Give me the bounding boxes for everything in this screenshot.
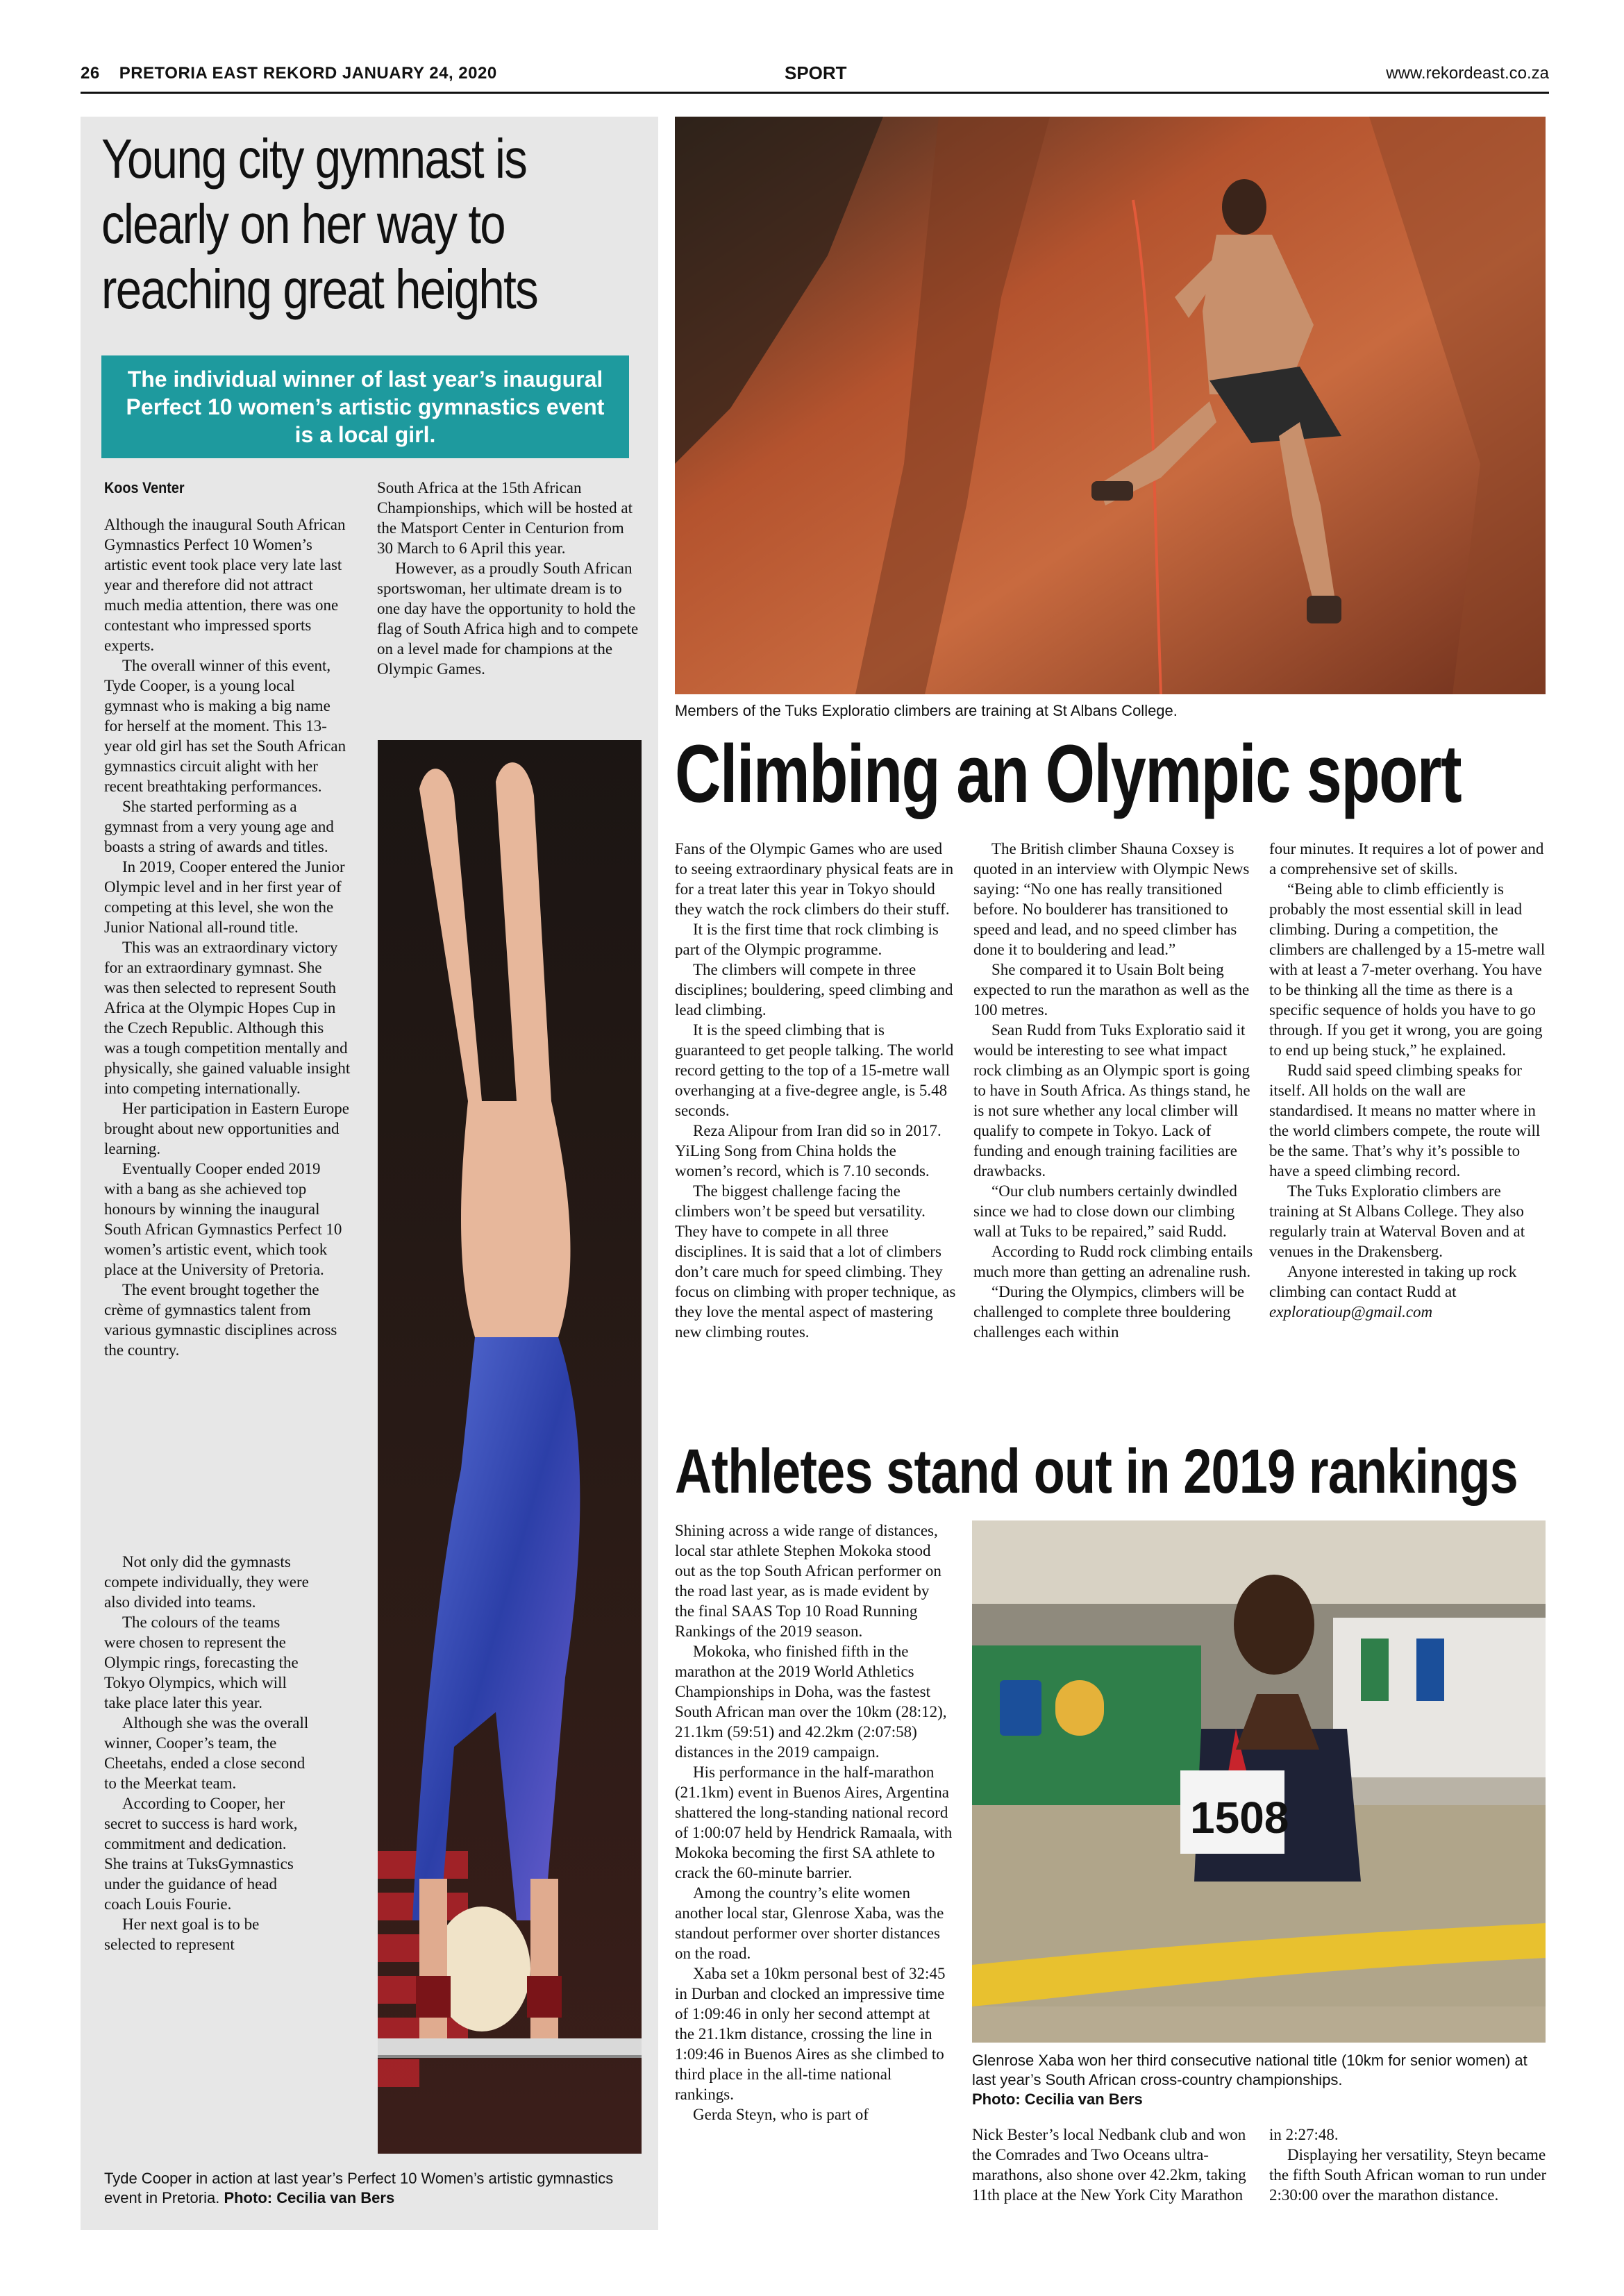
byline: Koos Venter [104, 479, 185, 496]
publication-name: PRETORIA EAST REKORD JANUARY 24, 2020 [119, 64, 497, 83]
paragraph: It is the speed climbing that is guaranteed to get people talking. The world record getting to the top of a 15-metre wall overhanging at a five-degree angle, is 5.48 seconds. [675, 1021, 954, 1119]
paragraph: Anyone interested in taking up rock climbing can contact Rudd at [1269, 1263, 1517, 1300]
climbing-headline: Climbing an Olympic sport [675, 728, 1462, 820]
runner-photo-caption [972, 2051, 1541, 2109]
paragraph: The British climber Shauna Coxsey is quoted in an interview with Olympic News saying: “No one has really transitioned before. No boulderer has transitioned to speed and lead, and no speed climber has done it to bouldering and lead.” [973, 840, 1250, 958]
athletes-column-3 [1269, 2125, 1547, 2205]
paragraph: The biggest challenge facing the climbers won’t be speed but versatility. They have to compete in all three disciplines. It is said that a lot of climbers don’t care much for speed climbing. They focus on climbing with proper technique, as they love the mental aspect of mastering new climbing routes. [675, 1182, 956, 1341]
paragraph: She started performing as a gymnast from a very young age and boasts a string of awards and titles. [104, 798, 334, 855]
climbing-column-2 [973, 839, 1255, 1342]
runner-photo [972, 1520, 1546, 2043]
gymnast-column-2 [377, 478, 641, 679]
photo-credit: Photo: Cecilia van Bers [972, 2090, 1143, 2108]
paragraph: The climbers will compete in three disciplines; bouldering, speed climbing and lead climbing. [675, 961, 953, 1019]
paragraph: His performance in the half-marathon (21.1km) event in Buenos Aires, Argentina shattered the long-standing national record of 1:00:07 held by Hendrick Ramaala, with Mokoka becoming the first SA athlete to crack the 60-minute barrier. [675, 1763, 953, 1882]
gymnast-headline: Young city gymnast is clearly on her way to reaching great heights [101, 128, 538, 320]
paragraph: Mokoka, who finished fifth in the marathon at the 2019 World Athletics Championships in Doha, was the fastest South African man over the 10km (28:12), 21.1km (59:51) and 42.2km (2:07:58) distances in the 2019 campaign. [675, 1643, 947, 1761]
gymnast-column-1-continued [104, 1552, 310, 1954]
paragraph: South Africa at the 15th African Championships, which will be hosted at the Matsport Center in Centurion from 30 March to 6 April this year. [377, 479, 633, 557]
website-link[interactable]: www.rekordeast.co.za [1386, 64, 1549, 83]
paragraph: It is the first time that rock climbing is part of the Olympic programme. [675, 921, 939, 958]
paragraph: The colours of the teams were chosen to represent the Olympic rings, forecasting the Tokyo Olympics, which will take place later this year. [104, 1614, 299, 1711]
paragraph: According to Cooper, her secret to success is hard work, commitment and dedication. She trains at TuksGymnastics under the guidance of head coach Louis Fourie. [104, 1795, 298, 1913]
paragraph: Although she was the overall winner, Cooper’s team, the Cheetahs, ended a close second to the Meerkat team. [104, 1714, 309, 1792]
paragraph: Nick Bester’s local Nedbank club and won the Comrades and Two Oceans ultra-marathons, also shone over 42.2km, taking 11th place at the New York City Marathon [972, 2126, 1246, 2204]
paragraph: The overall winner of this event, Tyde Cooper, is a young local gymnast who is making a big name for herself at the moment. This 13-year old girl has set the South African gymnastics circuit alight with her recent breathtaking performances. [104, 657, 346, 795]
paragraph: “During the Olympics, climbers will be challenged to complete three bouldering challenges each within [973, 1283, 1245, 1341]
climbing-column-3 [1269, 839, 1550, 1322]
paragraph: Her participation in Eastern Europe brought about new opportunities and learning. [104, 1100, 349, 1157]
athletes-column-1 [675, 1520, 953, 2125]
race-bib-number: 1508 [1190, 1793, 1289, 1843]
paragraph: Displaying her versatility, Steyn became the fifth South African woman to run under 2:30:00 over the marathon distance. [1269, 2146, 1547, 2204]
page-number: 26 [81, 64, 100, 83]
caption-text: Tyde Cooper in action at last year’s Perfect 10 Women’s artistic gymnastics event in Pretoria. [104, 2170, 614, 2206]
paragraph: “Our club numbers certainly dwindled since we had to close down our climbing wall at Tuks to be repaired,” said Rudd. [973, 1182, 1237, 1240]
paragraph: four minutes. It requires a lot of power and a comprehensive set of skills. [1269, 840, 1544, 878]
page-header-left [81, 64, 517, 83]
climbing-photo [675, 117, 1546, 694]
caption-text: Glenrose Xaba won her third consecutive national title (10km for senior women) at last year’s South African cross-country championships. [972, 2052, 1527, 2088]
gymnast-photo [378, 740, 642, 2154]
paragraph: Eventually Cooper ended 2019 with a bang as she achieved top honours by winning the inaugural South African Gymnastics Perfect 10 women’s artistic event, which took place at the University of Pretoria. [104, 1160, 342, 1278]
paragraph: Fans of the Olympic Games who are used to seeing extraordinary physical feats are in for a treat later this year in Tokyo should they watch the rock climbers do their stuff. [675, 840, 954, 918]
paragraph: She compared it to Usain Bolt being expected to run the marathon as well as the 100 metres. [973, 961, 1250, 1019]
gymnast-standfirst: The individual winner of last year’s inaugural Perfect 10 women’s artistic gymnastics event is a local girl. [101, 355, 629, 458]
paragraph: in 2:27:48. [1269, 2126, 1339, 2143]
gymnast-column-1 [104, 478, 351, 1360]
paragraph: This was an extraordinary victory for an extraordinary gymnast. She was then selected to represent South Africa at the Olympic Hopes Cup in the Czech Republic. Although this was a tough competition mentally and physically, she gained valuable insight into competing internationally. [104, 939, 351, 1097]
climbing-column-1 [675, 839, 956, 1342]
paragraph: Her next goal is to be selected to represent [104, 1916, 260, 1953]
paragraph: Gerda Steyn, who is part of [693, 2106, 869, 2123]
athletes-headline: Athletes stand out in 2019 rankings [675, 1437, 1518, 1507]
photo-credit: Photo: Cecilia van Bers [224, 2189, 395, 2206]
paragraph: According to Rudd rock climbing entails much more than getting an adrenaline rush. [973, 1243, 1253, 1280]
paragraph: Sean Rudd from Tuks Exploratio said it would be interesting to see what impact rock climbing as an Olympic sport is going to have in South Africa. As things stand, he is not sure whether any local climber will qualify to compete in Tokyo. Lack of funding and enough training facilities are drawbacks. [973, 1021, 1250, 1180]
paragraph: Although the inaugural South African Gymnastics Perfect 10 Women’s artistic event took place very late last year and therefore did not attract much media attention, there was one contestant who impressed sports experts. [104, 516, 346, 654]
section-label: SPORT [785, 62, 847, 83]
climbing-photo-caption: Members of the Tuks Exploratio climbers are training at St Albans College. [675, 702, 1178, 719]
paragraph: Shining across a wide range of distances, local star athlete Stephen Mokoka stood out as the top South African performer on the road last year, as is made evident by the final SAAS Top 10 Road Running Rankings of the 2019 season. [675, 1522, 941, 1640]
paragraph: The Tuks Exploratio climbers are training at St Albans College. They also regularly train at Waterval Boven and at venues in the Drakensberg. [1269, 1182, 1525, 1260]
contact-email[interactable]: exploratioup@gmail.com [1269, 1303, 1433, 1321]
paragraph: Rudd said speed climbing speaks for itself. All holds on the wall are standardised. It means no matter where in the world climbers compete, the route will be the same. That’s why it’s possible to have a speed climbing record. [1269, 1062, 1541, 1180]
paragraph: The event brought together the crème of gymnastics talent from various gymnastic disciplines across the country. [104, 1281, 337, 1359]
header-divider [81, 92, 1549, 94]
paragraph: Not only did the gymnasts compete individually, they were also divided into teams. [104, 1553, 309, 1611]
paragraph: However, as a proudly South African sportswoman, her ultimate dream is to one day have the opportunity to hold the flag of South Africa high and to compete on a level made for champions at the Olympic Games. [377, 560, 639, 678]
athletes-column-2 [972, 2125, 1250, 2205]
paragraph: Xaba set a 10km personal best of 32:45 in Durban and clocked an impressive time of 1:09:46 in only her second attempt at the 21.1km distance, crossing the line in 1:09:46 in Buenos Aires as she climbed to third place in the all-time national rankings. [675, 1965, 946, 2103]
paragraph: Among the country’s elite women another local star, Glenrose Xaba, was the standout performer over shorter distances on the road. [675, 1884, 944, 1962]
paragraph: In 2019, Cooper entered the Junior Olympic level and in her first year of competing at this level, she won the Junior National all-round title. [104, 858, 345, 936]
gymnast-photo-caption [104, 2169, 646, 2208]
paragraph: Reza Alipour from Iran did so in 2017. YiLing Song from China holds the women’s record, which is 7.10 seconds. [675, 1122, 941, 1180]
paragraph: “Being able to climb efficiently is probably the most essential skill in lead climbing. During a competition, the climbers are challenged by a 15-metre wall with at least a 7-meter overhang. You have to be thinking all the time as there is a specific sequence of holds you have to go through. If you get it wrong, you are going to end up being stuck,” he explained. [1269, 880, 1546, 1059]
